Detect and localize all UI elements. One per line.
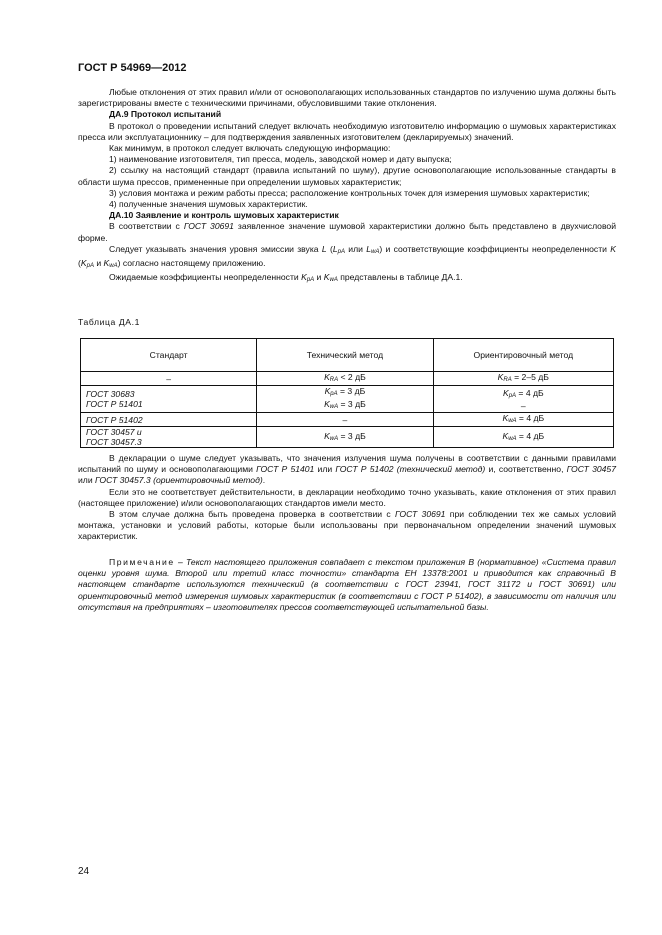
column-header-orientation: Ориентировочный метод bbox=[433, 339, 613, 372]
cell-standard: ГОСТ 30683 ГОСТ Р 51401 bbox=[81, 386, 257, 413]
column-header-standard: Стандарт bbox=[81, 339, 257, 372]
intro-paragraph: Любые отклонения от этих правил и/или от основополагающих использованных стандартов по излучению шума должны быть зарегистрированы вместе с техническими причинами, обусловившими такие отклонения. bbox=[78, 87, 616, 109]
cell-technical: $K_{wA} = 3$ дБ bbox=[257, 427, 433, 448]
cell-standard: ГОСТ 30457 и ГОСТ 30457.3 bbox=[81, 427, 257, 448]
cell-orientation: $K_{wA} = 4$ дБ bbox=[433, 427, 613, 448]
section-heading-da9: ДА.9 Протокол испытаний bbox=[109, 109, 222, 120]
da9-paragraph-1: В протокол о проведении испытаний следует включать необходимую изготовителю информацию о шумовых характеристиках пресса или эксплуатационнику – для подтверждения заявленных изготовителем (декларируемых) значений. bbox=[78, 120, 616, 142]
cell-technical: $K_{pA} = 3$ дБ $K_{wA} = 3$ дБ bbox=[257, 386, 433, 413]
list-item: 4) полученные значения шумовых характеристик. bbox=[109, 199, 308, 210]
note-paragraph bbox=[78, 557, 616, 613]
body-text bbox=[78, 87, 616, 286]
table-da1 bbox=[80, 338, 614, 448]
cell-technical: $K_{RA} < 2$ дБ bbox=[257, 372, 433, 386]
cell-technical: – bbox=[257, 413, 433, 427]
note-block bbox=[78, 557, 616, 613]
page-number: 24 bbox=[78, 866, 90, 877]
da9-paragraph-2: Как минимум, в протокол следует включать следующую информацию: bbox=[109, 143, 391, 154]
cell-orientation: $K_{wA} = 4$ дБ bbox=[433, 413, 613, 427]
da10-paragraph-2: Следует указывать значения уровня эмиссии звука L ($L_{pA}$ или $L_{wA}$) и соответствующие коэффициенты неопределенности K ($K_{pA}$ и $K_{wA}$) согласно настоящему приложению. bbox=[78, 243, 617, 270]
note-text: – Текст настоящего приложения совпадает с текстом приложения В (нормативное) «Система правил оценки уровня шума. Второй или третий класс точности» стандарта ЕН 13378:2001 и приводится как справочный В настоящем стандарте используются технический (в соответствии с ГОСТ 23941, ГОСТ 31172 и ГОСТ 30691) или ориентировочный метод измерения шумовых характеристик (в соответствии с ГОСТ Р 51402), в зависимости от наличия или отсутствия на предприятиях – изготовителях прессов соответствующей испытательной базы. bbox=[78, 557, 616, 612]
note-label: Примечание bbox=[109, 557, 175, 567]
table-row bbox=[81, 372, 614, 386]
list-item: 3) условия монтажа и режим работы пресса; расположение контрольных точек для измерения шумовых характеристик; bbox=[109, 187, 590, 198]
declaration-paragraph: В декларации о шуме следует указывать, что значения излучения шума получены в соответствии с данными правилами испытаний по шуму и основополагающими ГОСТ Р 51401 или ГОСТ Р 51402 (технический метод) и, соответственно, ГОСТ 30457 или ГОСТ 30457.3 (ориентировочный метод). bbox=[78, 453, 616, 486]
verification-paragraph: В этом случае должна быть проведена проверка в соответствии с ГОСТ 30691 при соблюдении тех же самых условий монтажа, установки и условий работы, которые были использованы при первоначальном определении значений шумовых характеристик. bbox=[78, 509, 616, 542]
cell-orientation: $K_{pA} = 4$ дБ – bbox=[433, 386, 613, 413]
page-header: ГОСТ Р 54969—2012 bbox=[78, 62, 187, 74]
column-header-technical: Технический метод bbox=[257, 339, 433, 372]
list-item: 1) наименование изготовителя, тип пресса, модель, заводской номер и дату выпуска; bbox=[109, 154, 452, 165]
cell-orientation: $K_{RA} = 2-5$ дБ bbox=[433, 372, 613, 386]
cell-standard: – bbox=[81, 372, 257, 386]
deviation-paragraph: Если это не соответствует действительности, в декларации необходимо точно указывать, какие отклонения от этих правил (настоящее приложение) и/или основополагающих стандартов имели место. bbox=[78, 486, 616, 508]
table-row bbox=[81, 386, 614, 413]
section-heading-da10: ДА.10 Заявление и контроль шумовых характеристик bbox=[109, 210, 339, 221]
list-item: 2) ссылку на настоящий стандарт (правила испытаний по шуму), другие основополагающие использованные стандарты в области шума прессов, примененные при определении шумовых характеристик; bbox=[78, 165, 616, 187]
after-table-text bbox=[78, 453, 616, 543]
table-header-row bbox=[81, 339, 614, 372]
da10-paragraph-3: Ожидаемые коэффициенты неопределенности $K_{pA}$ и $K_{wA}$ представлены в таблице ДА.1. bbox=[109, 272, 463, 284]
table-row bbox=[81, 427, 614, 448]
table-caption: Таблица ДА.1 bbox=[78, 317, 141, 327]
cell-standard: ГОСТ Р 51402 bbox=[81, 413, 257, 427]
da10-paragraph-1: В соответствии с ГОСТ 30691 заявленное значение шумовой характеристики должно быть представлено в двухчисловой форме. bbox=[78, 221, 617, 243]
table-row bbox=[81, 413, 614, 427]
